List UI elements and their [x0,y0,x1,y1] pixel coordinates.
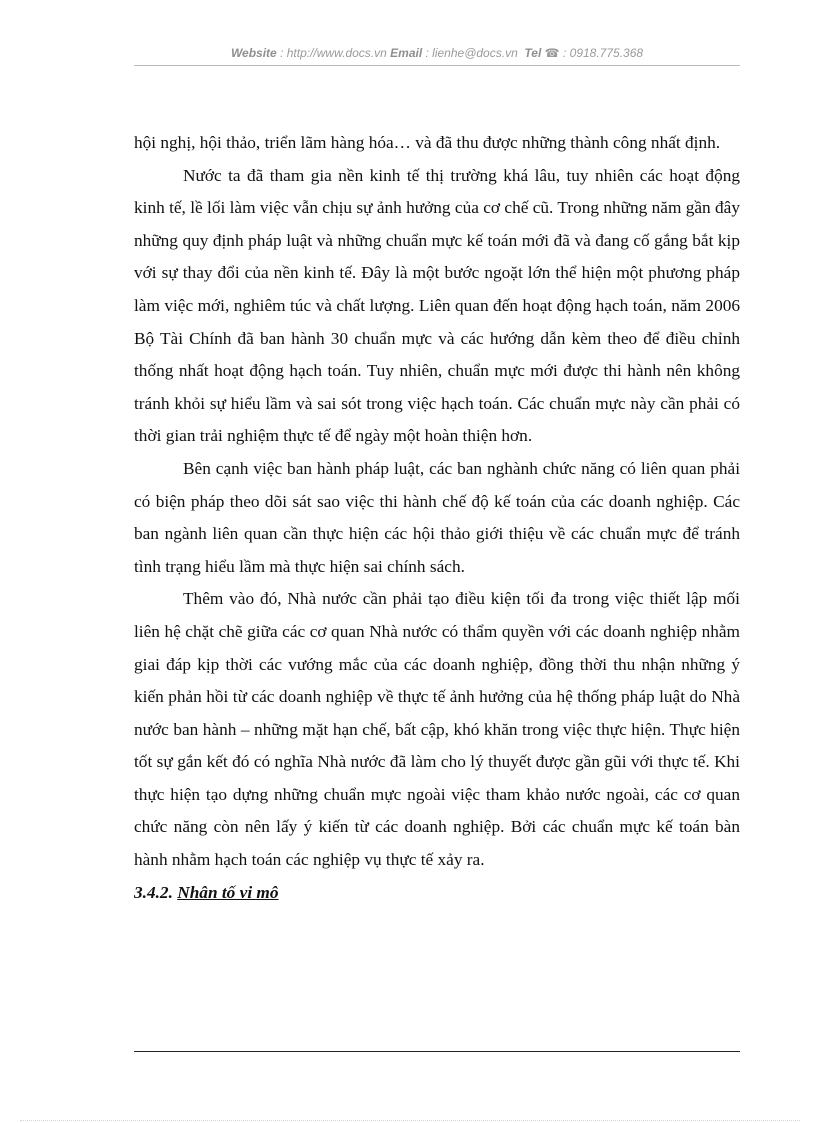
footer-divider [134,1051,740,1052]
paragraph-continuation: hội nghị, hội thảo, triển lãm hàng hóa… và đã thu được những thành công nhất định. [134,133,721,152]
tel-number: 0918.775.368 [569,46,644,60]
paragraph: Nước ta đã tham gia nền kinh tế thị trường khá lâu, tuy nhiên các hoạt động kinh tế, lề lối làm việc vẫn chịu sự ảnh hưởng của cơ chế cũ. Trong những năm gần đây những quy định pháp luật và những chuẩn mực kế toán mới đã và đang cố gắng bắt kịp với sự thay đổi của nền kinh tế. Đây là một bước ngoặt lớn thể hiện một phương pháp làm việc mới, nghiêm túc và chất lượng. Liên quan đến hoạt động hạch toán, năm 2006 Bộ Tài Chính đã ban hành 30 chuẩn mực và các hướng dẫn kèm theo để điều chỉnh thống nhất hoạt động hạch toán. Tuy nhiên, chuẩn mực mới được thi hành nên không tránh khỏi sự hiểu lầm và sai sót trong việc hạch toán. Các chuẩn mực này cần phải có thời gian trải nghiệm thực tế để ngày một hoàn thiện hơn. [134,165,740,446]
website-separator: : [276,46,287,60]
paragraph: Thêm vào đó, Nhà nước cần phải tạo điều kiện tối đa trong việc thiết lập mối liên hệ chặt chẽ giữa các cơ quan Nhà nước có thẩm quyền với các doanh nghiệp nhằm giai đáp kịp thời các vướng mắc của các doanh nghiệp, đồng thời thu nhận những ý kiến phản hồi từ các doanh nghiệp về thực tế ảnh hưởng của hệ thống pháp luật do Nhà nước ban hành – những mặt hạn chế, bất cập, khó khăn trong việc thực hiện. Thực hiện tốt sự gắn kết đó có nghĩa Nhà nước đã làm cho lý thuyết được gần gũi với thực tế. Khi thực hiện tạo dựng những chuẩn mực ngoài việc tham khảo nước ngoài, các cơ quan chức năng còn nên lấy ý kiến từ các doanh nghiệp. Bởi các chuẩn mực kế toán bàn hành nhằm hạch toán các nghiệp vụ thực tế xảy ra. [134,589,740,870]
email-separator: : [422,46,433,60]
phone-icon: ☎ [544,46,560,60]
header-divider [134,65,740,66]
page-edge-dots [20,1120,800,1121]
paragraph: Bên cạnh việc ban hành pháp luật, các ban nghành chức năng có liên quan phải có biện pháp theo dõi sát sao việc thi hành chế độ kế toán của các doanh nghiệp. Các ban ngành liên quan cần thực hiện các hội thảo giới thiệu về các chuẩn mực để tránh tình trạng hiểu lầm mà thực hiện sai chính sách. [134,458,740,576]
document-body [134,127,740,909]
website-url: http://www.docs.vn [286,46,387,60]
page-header [134,46,740,60]
section-number: 3.4.2. [134,882,173,902]
section-heading [134,877,740,910]
email-label: Email [390,46,423,60]
website-label: Website [230,46,277,60]
tel-label: Tel [524,46,542,60]
email-address: lienhe@docs.vn [432,46,518,60]
section-title: Nhân tố vi mô [177,882,279,902]
tel-separator: : [559,46,570,60]
